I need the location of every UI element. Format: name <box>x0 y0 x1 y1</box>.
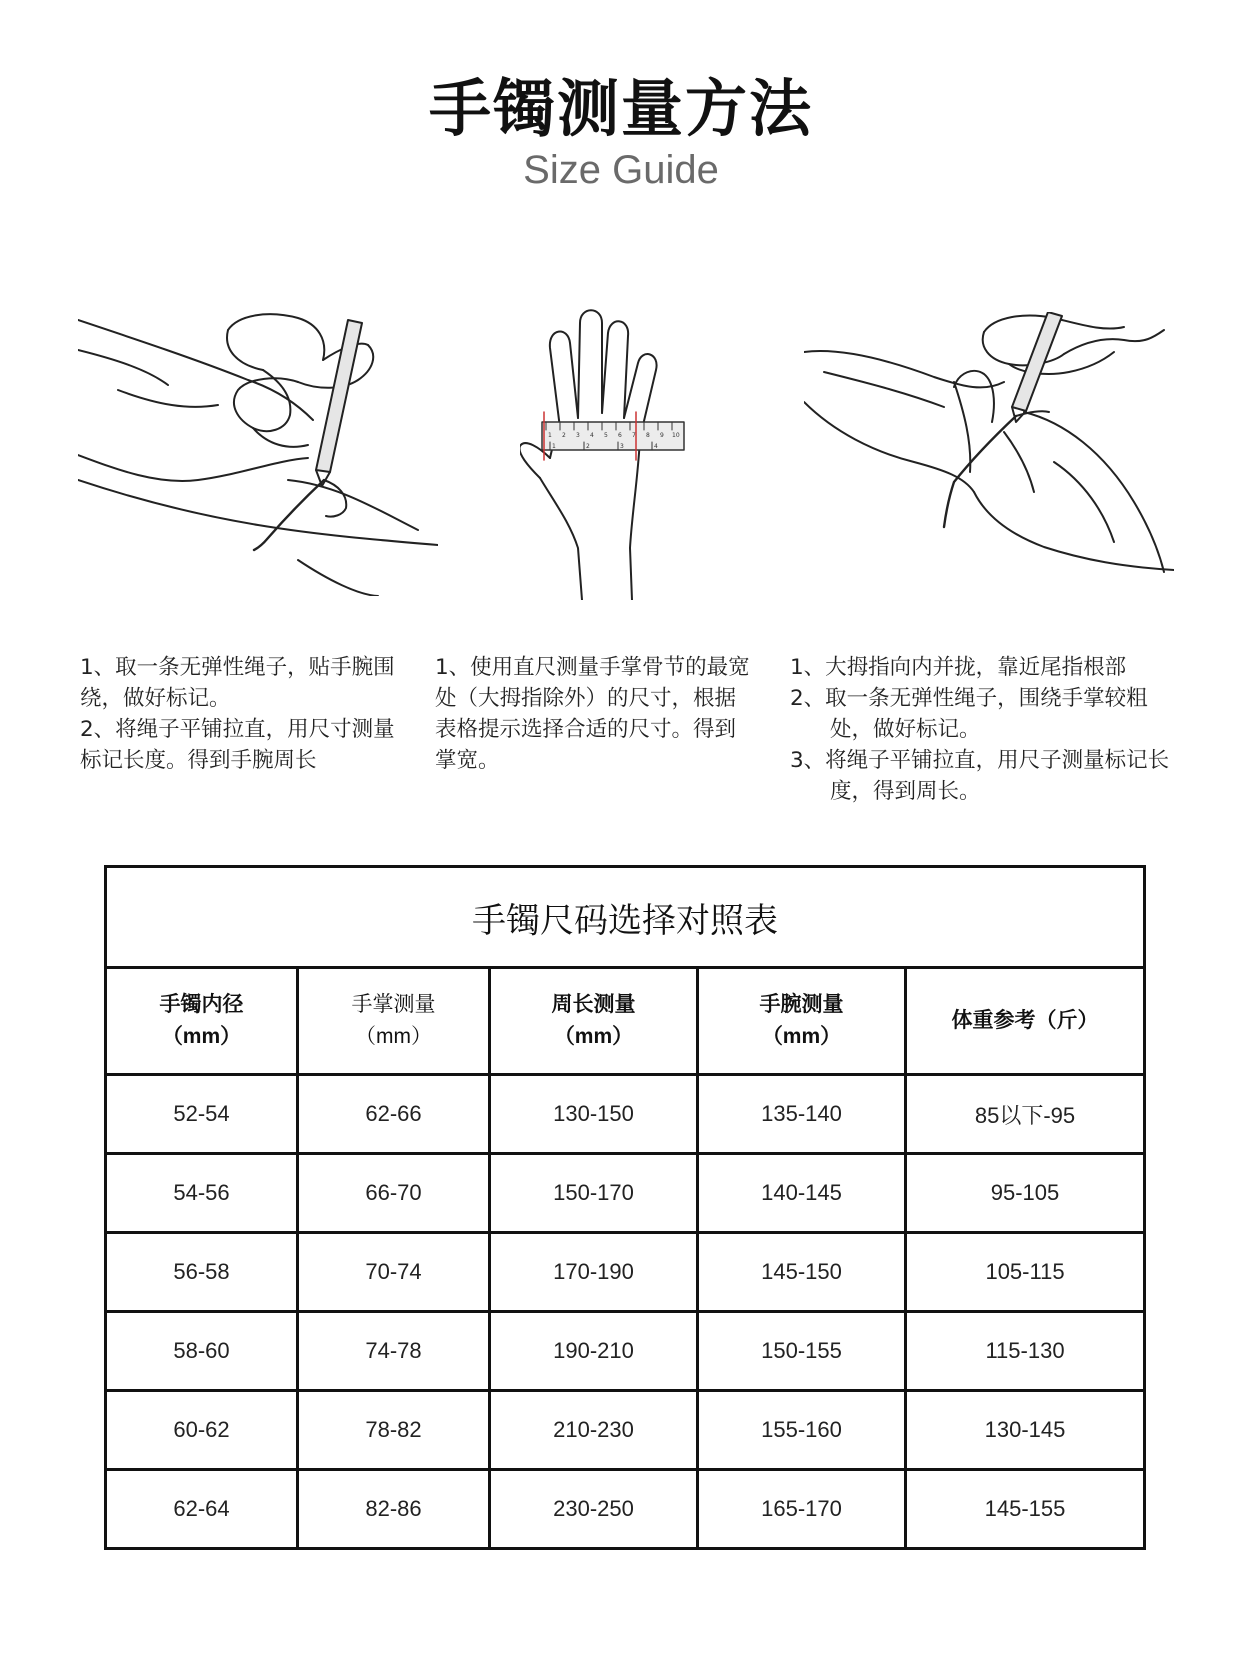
page-subtitle: Size Guide <box>523 148 719 192</box>
column-header-unit: （mm） <box>761 1025 842 1048</box>
table-cell: 170-190 <box>490 1233 698 1312</box>
column-header <box>298 968 490 1075</box>
table-row <box>106 1075 1145 1154</box>
table-row <box>106 1470 1145 1549</box>
table-cell: 62-66 <box>298 1075 490 1154</box>
instructions-palm-circumference <box>790 652 1180 807</box>
column-header-text: 手掌测量 <box>351 993 436 1016</box>
table-cell: 85以下-95 <box>906 1075 1145 1154</box>
table-cell: 62-64 <box>106 1470 298 1549</box>
column-header <box>490 968 698 1075</box>
size-chart-table <box>104 865 1146 1550</box>
table-cell: 130-150 <box>490 1075 698 1154</box>
table-cell: 150-170 <box>490 1154 698 1233</box>
instruction-step: 2、取一条无弹性绳子，围绕手掌较粗处，做好标记。 <box>790 686 1148 742</box>
table-row <box>106 1154 1145 1233</box>
ruler-tick-label: 10 <box>672 432 680 439</box>
table-cell: 52-54 <box>106 1075 298 1154</box>
column-header-text: 手镯内径 <box>159 993 244 1016</box>
instruction-step: 1、取一条无弹性绳子，贴手腕围绕，做好标记。 <box>80 655 395 711</box>
ruler-tick-label: 5 <box>604 432 608 439</box>
table-cell: 135-140 <box>698 1075 906 1154</box>
table-cell: 56-58 <box>106 1233 298 1312</box>
instructions-palm-width <box>435 652 755 776</box>
table-cell: 145-150 <box>698 1233 906 1312</box>
column-header-text: 周长测量 <box>551 993 636 1016</box>
ruler-tick-label: 4 <box>590 432 594 439</box>
table-cell: 74-78 <box>298 1312 490 1391</box>
column-header <box>906 968 1145 1075</box>
instruction-step: 1、使用直尺测量手掌骨节的最宽处（大拇指除外）的尺寸，根据表格提示选择合适的尺寸。得到掌宽。 <box>435 655 750 773</box>
table-cell: 82-86 <box>298 1470 490 1549</box>
ruler-tick-label: 2 <box>586 443 590 450</box>
column-header-text: 手腕测量 <box>759 993 844 1016</box>
table-row <box>106 1312 1145 1391</box>
column-header <box>106 968 298 1075</box>
table-cell: 165-170 <box>698 1470 906 1549</box>
ruler-tick-label: 3 <box>576 432 580 439</box>
table-caption: 手镯尺码选择对照表 <box>106 867 1145 968</box>
page-title: 手镯测量方法 <box>428 72 813 145</box>
column-header-unit: （mm） <box>553 1025 634 1048</box>
table-cell: 230-250 <box>490 1470 698 1549</box>
table-cell: 145-155 <box>906 1470 1145 1549</box>
ruler-tick-label: 9 <box>660 432 664 439</box>
table-cell: 54-56 <box>106 1154 298 1233</box>
instruction-step: 1、大拇指向内并拢，靠近尾指根部 <box>790 655 1127 680</box>
table-cell: 70-74 <box>298 1233 490 1312</box>
palm-ruler-icon <box>520 308 706 600</box>
column-header-text: 体重参考（斤） <box>951 1009 1099 1032</box>
table-row <box>106 1391 1145 1470</box>
instructions-wrist <box>80 652 400 776</box>
ruler-tick-label: 8 <box>646 432 650 439</box>
ruler-tick-label: 2 <box>562 432 566 439</box>
instruction-step: 3、将绳子平铺拉直，用尺子测量标记长度，得到周长。 <box>790 748 1170 804</box>
table-cell: 150-155 <box>698 1312 906 1391</box>
table-cell: 140-145 <box>698 1154 906 1233</box>
column-header-unit: （mm） <box>161 1025 242 1048</box>
table-row <box>106 1233 1145 1312</box>
ruler-tick-label: 4 <box>654 443 658 450</box>
wrist-wrap-string-icon <box>78 310 438 596</box>
column-header-unit: （mm） <box>355 1025 432 1048</box>
table-cell: 78-82 <box>298 1391 490 1470</box>
ruler-tick-label: 6 <box>618 432 622 439</box>
table-cell: 155-160 <box>698 1391 906 1470</box>
table-cell: 66-70 <box>298 1154 490 1233</box>
ruler-tick-label: 1 <box>548 432 552 439</box>
table-cell: 105-115 <box>906 1233 1145 1312</box>
table-cell: 210-230 <box>490 1391 698 1470</box>
table-cell: 60-62 <box>106 1391 298 1470</box>
table-cell: 130-145 <box>906 1391 1145 1470</box>
ruler-tick-label: 7 <box>632 432 636 439</box>
table-cell: 115-130 <box>906 1312 1145 1391</box>
ruler-tick-label: 1 <box>552 443 556 450</box>
column-header <box>698 968 906 1075</box>
ruler-tick-label: 3 <box>620 443 624 450</box>
table-cell: 58-60 <box>106 1312 298 1391</box>
instruction-step: 2、将绳子平铺拉直，用尺寸测量标记长度。得到手腕周长 <box>80 717 395 773</box>
palm-wrap-string-icon <box>804 312 1174 598</box>
table-cell: 95-105 <box>906 1154 1145 1233</box>
table-cell: 190-210 <box>490 1312 698 1391</box>
